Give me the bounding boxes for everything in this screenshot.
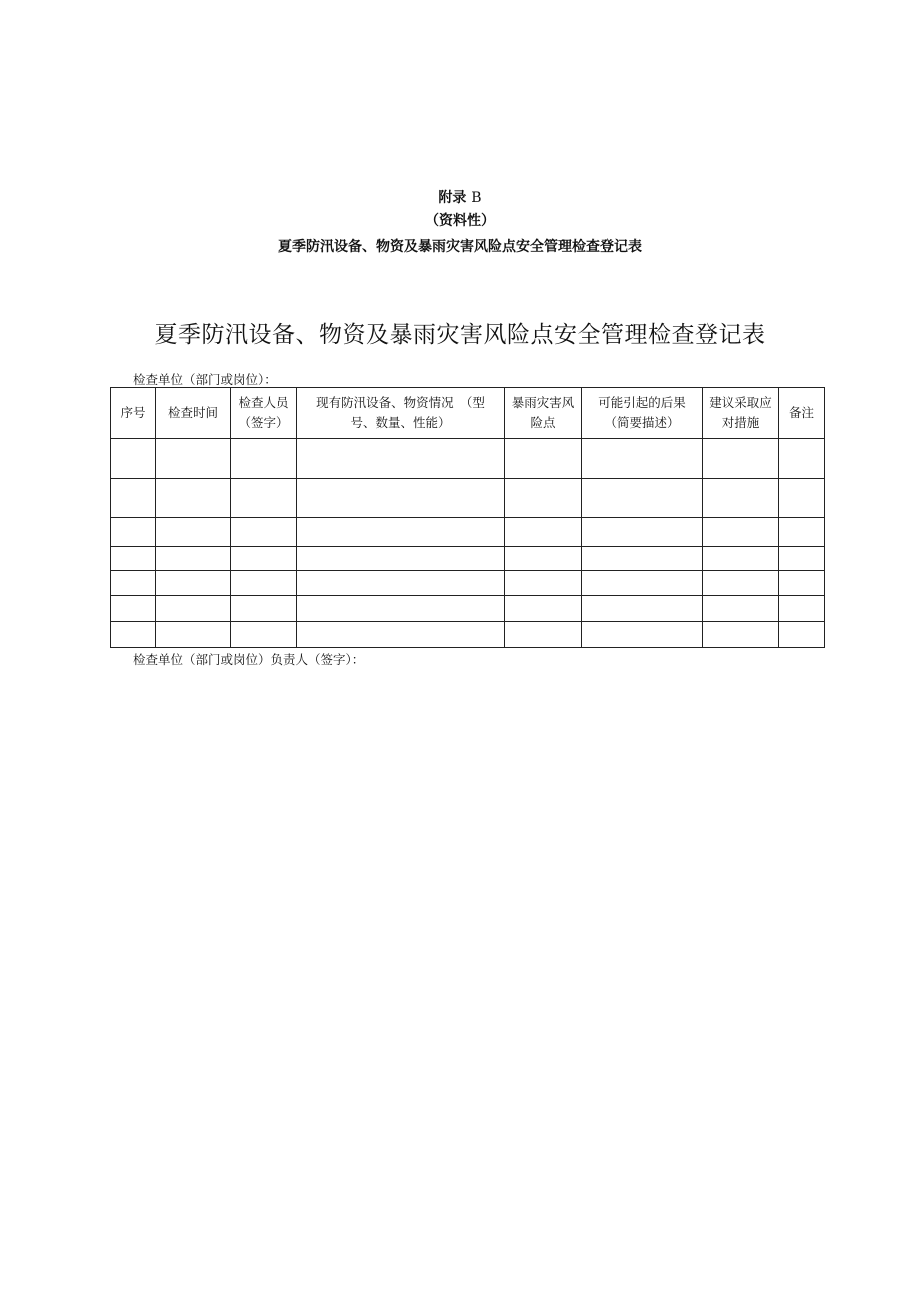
table-cell[interactable] [111,622,156,648]
table-cell[interactable] [779,596,825,622]
table-cell[interactable] [111,547,156,571]
table-cell[interactable] [582,518,703,547]
table-cell[interactable] [231,571,297,596]
table-cell[interactable] [156,571,231,596]
table-cell[interactable] [231,479,297,518]
table-cell[interactable] [297,622,505,648]
table-cell[interactable] [582,571,703,596]
responsible-person-label: 检查单位（部门或岗位）负责人（签字）： [133,652,365,667]
table-cell[interactable] [582,622,703,648]
table-cell[interactable] [505,439,582,479]
table-row [111,439,825,479]
table-cell[interactable] [297,518,505,547]
table-cell[interactable] [231,547,297,571]
table-cell[interactable] [703,571,779,596]
table-cell[interactable] [111,479,156,518]
table-cell[interactable] [297,571,505,596]
table-cell[interactable] [505,547,582,571]
table-row [111,479,825,518]
table-cell[interactable] [505,596,582,622]
table-cell[interactable] [505,571,582,596]
table-cell[interactable] [582,596,703,622]
table-body [111,439,825,648]
table-cell[interactable] [505,518,582,547]
table-cell[interactable] [297,479,505,518]
appendix-subtitle: 夏季防汛设备、物资及暴雨灾害风险点安全管理检查登记表 [278,239,642,255]
table-cell[interactable] [703,518,779,547]
table-cell[interactable] [505,622,582,648]
table-cell[interactable] [231,518,297,547]
appendix-nature: （资料性） [425,213,495,229]
table-cell[interactable] [156,596,231,622]
table-cell[interactable] [582,439,703,479]
table-cell[interactable] [703,622,779,648]
inspection-table [110,387,825,648]
table-cell[interactable] [156,479,231,518]
col-header: 检查时间 [156,388,231,439]
table-cell[interactable] [156,439,231,479]
table-cell[interactable] [779,439,825,479]
col-header: 可能引起的后果 （简要描述） [582,388,703,439]
col-header: 序号 [111,388,156,439]
table-cell[interactable] [779,479,825,518]
table-row [111,547,825,571]
table-cell[interactable] [779,547,825,571]
col-header: 备注 [779,388,825,439]
table-cell[interactable] [582,479,703,518]
appendix-letter: B [471,190,482,206]
table-cell[interactable] [505,479,582,518]
table-row [111,518,825,547]
table-cell[interactable] [156,518,231,547]
table-cell[interactable] [297,439,505,479]
table-cell[interactable] [779,518,825,547]
table-row [111,571,825,596]
table-cell[interactable] [111,596,156,622]
col-header: 暴雨灾害风 险点 [505,388,582,439]
table-cell[interactable] [297,596,505,622]
table-cell[interactable] [779,622,825,648]
col-header: 现有防汛设备、物资情况 （型 号、数量、性能） [297,388,505,439]
table-cell[interactable] [231,439,297,479]
table-cell[interactable] [231,596,297,622]
inspection-unit-label: 检查单位（部门或岗位）： [133,372,277,387]
table-cell[interactable] [582,547,703,571]
table-cell[interactable] [111,571,156,596]
table-cell[interactable] [779,571,825,596]
table-cell[interactable] [703,479,779,518]
table-header-row [111,388,825,439]
appendix-label: 附录 [438,190,467,206]
appendix-heading [0,187,920,207]
col-header: 检查人员 （签字） [231,388,297,439]
table-cell[interactable] [703,439,779,479]
table-cell[interactable] [156,622,231,648]
table-row [111,596,825,622]
table-cell[interactable] [703,547,779,571]
table-cell[interactable] [156,547,231,571]
table-cell[interactable] [703,596,779,622]
table-row [111,622,825,648]
table-cell[interactable] [297,547,505,571]
form-title: 夏季防汛设备、物资及暴雨灾害风险点安全管理检查登记表 [154,322,766,348]
table-cell[interactable] [111,518,156,547]
col-header: 建议采取应 对措施 [703,388,779,439]
table-cell[interactable] [111,439,156,479]
table-cell[interactable] [231,622,297,648]
